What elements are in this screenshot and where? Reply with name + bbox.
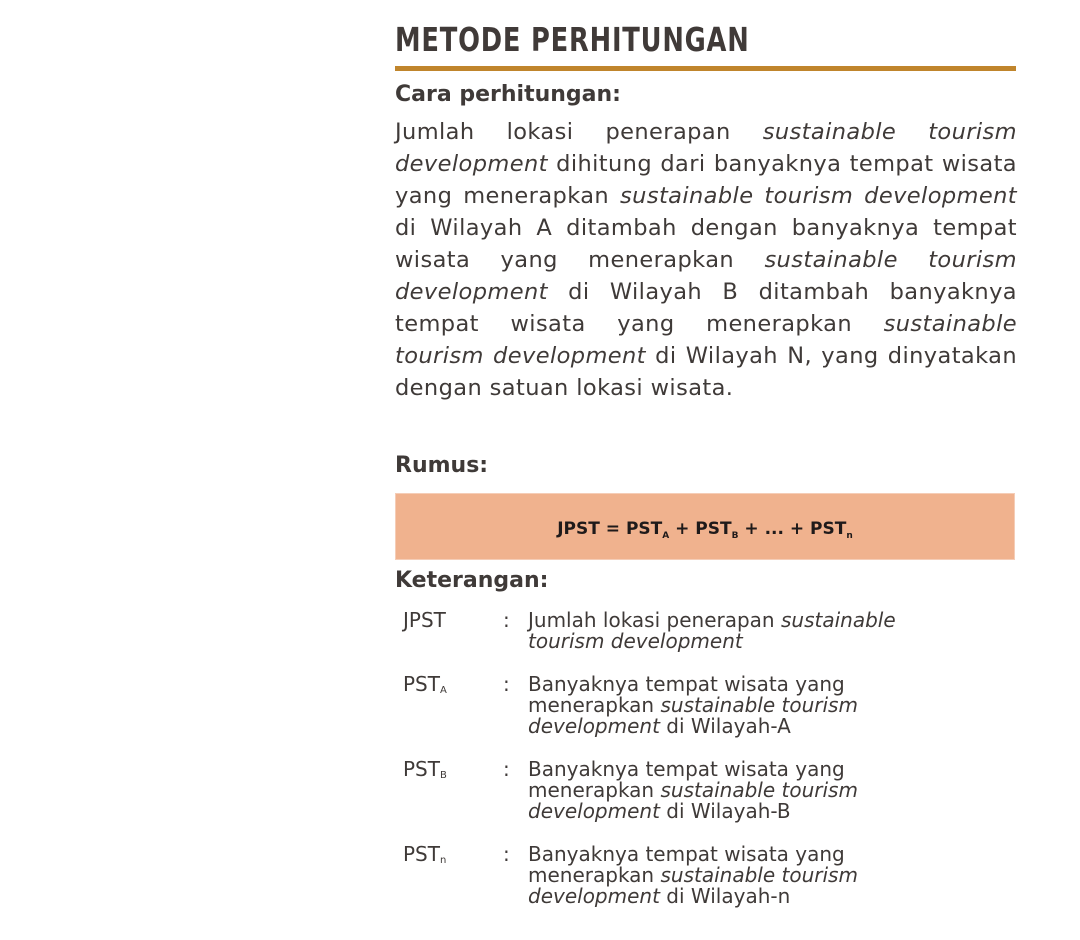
paragraph-run-text: Jumlah lokasi penerapan	[395, 119, 763, 145]
formula-plus-n: + ... + PST	[738, 518, 847, 539]
section-title: METODE PERHITUNGAN	[395, 20, 750, 59]
definition-description	[528, 610, 968, 652]
definition-colon: :	[503, 757, 510, 781]
definition-description	[528, 674, 968, 737]
calculation-label: Cara perhitungan:	[395, 82, 621, 107]
paragraph-run-italic: sustainable tourism development	[395, 247, 1017, 305]
paragraph-run-italic: sustainable tourism development	[395, 311, 1017, 369]
formula-plus-b: + PST	[669, 518, 732, 539]
definition-colon: :	[503, 608, 510, 632]
formula	[557, 513, 853, 541]
title-underline	[395, 66, 1016, 71]
paragraph-run-text: dihitung dari banyaknya tempat wisata yang menerapkan	[395, 151, 1017, 209]
definition-term: $PST_B$	[403, 757, 447, 781]
definition-run-text: Banyaknya tempat wisata yang menerapkan	[528, 842, 845, 887]
definition-colon: :	[503, 842, 510, 866]
definition-term: JPST	[403, 608, 446, 632]
definition-run-italic: sustainable tourism development	[528, 608, 896, 653]
definition-run-italic: sustainable tourism development	[528, 778, 858, 823]
definition-run-text: Jumlah lokasi penerapan	[528, 608, 781, 632]
formula-label: Rumus:	[395, 453, 489, 478]
paragraph-run-text: di Wilayah B ditambah banyaknya tempat wisata yang menerapkan	[395, 279, 1017, 337]
formula-sub-n: n	[846, 530, 853, 541]
definition-description	[528, 844, 968, 907]
calculation-paragraph	[395, 116, 1017, 404]
definition-run-italic: sustainable tourism development	[528, 693, 858, 738]
definition-run-text: Banyaknya tempat wisata yang menerapkan	[528, 757, 845, 802]
definition-run-text: di Wilayah-B	[659, 799, 791, 823]
formula-lhs: JPST = PST	[557, 518, 663, 539]
definition-term: $PST_n$	[403, 842, 447, 866]
formula-sub-a: A	[662, 530, 670, 541]
paragraph-run-italic: sustainable tourism development	[620, 183, 1017, 209]
paragraph-run-italic: sustainable tourism development	[395, 119, 1018, 177]
definition-run-text: di Wilayah-A	[659, 714, 791, 738]
definition-run-italic: sustainable tourism development	[528, 863, 858, 908]
definition-description	[528, 759, 968, 822]
formula-box	[395, 493, 1015, 560]
paragraph-run-text: di Wilayah N, yang dinyatakan dengan satuan lokasi wisata.	[395, 343, 1017, 401]
definition-run-text: di Wilayah-n	[659, 884, 791, 908]
definition-term: $PST_A$	[403, 672, 447, 696]
definition-run-text: Banyaknya tempat wisata yang menerapkan	[528, 672, 845, 717]
definition-colon: :	[503, 672, 510, 696]
legend-label: Keterangan:	[395, 568, 549, 593]
paragraph-run-text: di Wilayah A ditambah dengan banyaknya tempat wisata yang menerapkan	[395, 215, 1017, 273]
formula-sub-b: B	[731, 530, 739, 541]
